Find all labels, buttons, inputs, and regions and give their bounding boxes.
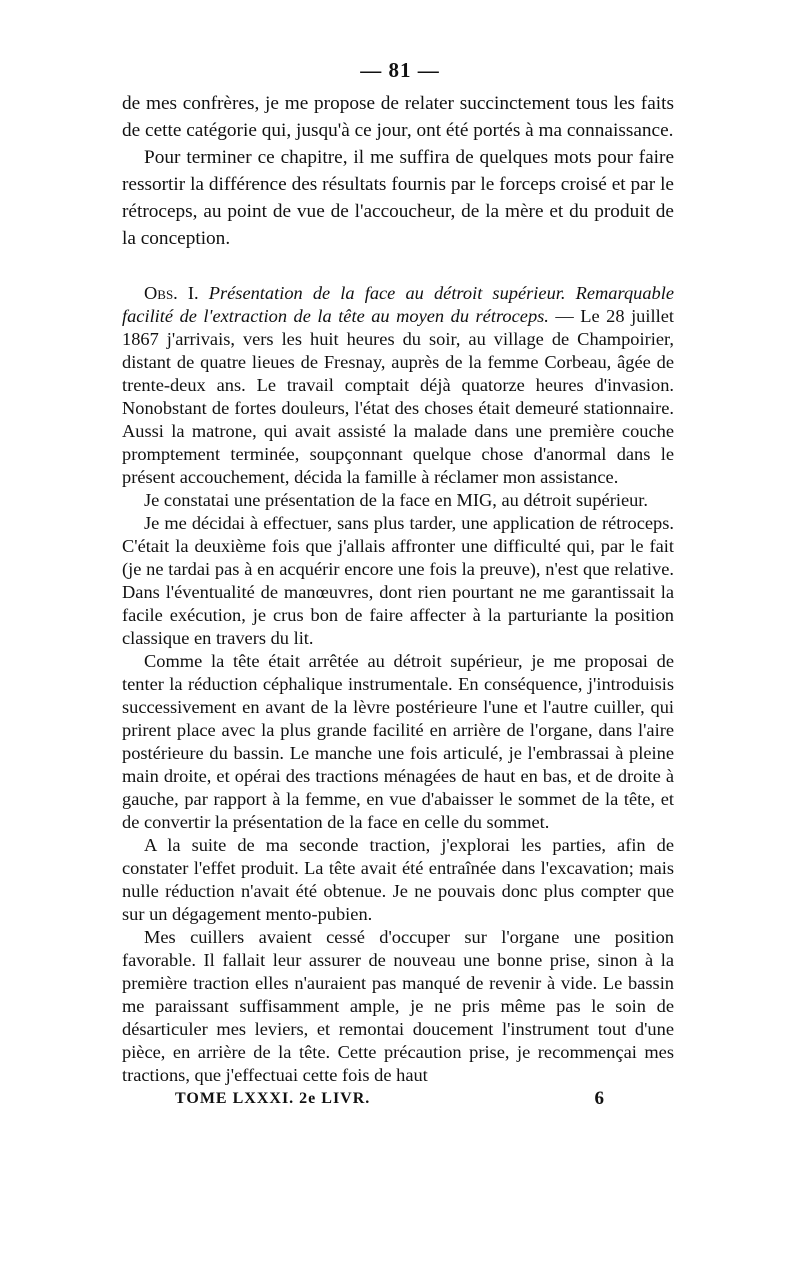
observation-title: Présentation de la face au détroit supérieur. Remarquable facilité de l'extraction de la tête au moyen du rétroceps. — [122, 283, 674, 326]
observation-paragraph-1: — Le 28 juillet 1867 j'arrivais, vers les huit heures du soir, au village de Champoirier, distant de quatre lieues de Fresnay, auprès de la femme Corbeau, âgée de trente-deux ans. Le travail comptait déjà quatorze heures d'invasion. Nonobstant de fortes douleurs, l'état des choses était demeuré stationnaire. Aussi la matrone, qui avait assisté la malade dans une première couche promptement terminée, soupçonnant quelque chose d'anormal dans le présent accouchement, décida la famille à réclamer mon assistance. — [122, 306, 674, 487]
observation-heading — [122, 282, 674, 489]
intro-paragraph-2: Pour terminer ce chapitre, il me suffira de quelques mots pour faire ressortir la différence des résultats fournis par le forceps croisé et par le rétroceps, au point de vue de l'accoucheur, de la mère et du produit de la conception. — [122, 147, 674, 249]
observation-label: Obs. I. — [144, 283, 209, 303]
observation-paragraph-3: Je me décidai à effectuer, sans plus tarder, une application de rétroceps. C'était la deuxième fois que j'allais affronter une difficulté qui, par le fait (je ne tardai pas à en acquérir encore une fois la preuve), n'est que relative. Dans l'éventualité de manœuvres, dont rien pourtant ne me garantissait la facile exécution, je crus bon de faire affecter à la parturiante la position classique en travers du lit. — [122, 513, 674, 648]
signature-mark: 6 — [594, 1088, 605, 1109]
intro-text — [122, 90, 674, 252]
page-number: — 81 — — [360, 58, 440, 82]
observation-paragraph-2: Je constatai une présentation de la face en MIG, au détroit supérieur. — [144, 490, 649, 510]
observation-paragraph-4: Comme la tête était arrêtée au détroit supérieur, je me proposai de tenter la réduction céphalique instrumentale. En conséquence, j'introduisis successivement en avant de la lèvre postérieure l'une et l'autre cuiller, qui prirent place avec la plus grande facilité en arrière de l'organe, dans l'aire postérieure du bassin. Le manche une fois articulé, je l'embrassai à pleine main droite, et opérai des tractions ménagées de haut en bas, et de droite à gauche, par rapport à la femme, en vue d'abaisser le sommet de la tête, et de convertir la présentation de la face en celle du sommet. — [122, 651, 674, 832]
observation-paragraph-5: A la suite de ma seconde traction, j'explorai les parties, afin de constater l'effet produit. La tête avait été entraînée dans l'excavation; mais nulle réduction n'avait été obtenue. Je ne pouvais donc plus compter que sur un dégagement mento-pubien. — [122, 835, 674, 924]
observation-paragraph-6: Mes cuillers avaient cessé d'occuper sur l'organe une position favorable. Il fallait leur assurer de nouveau une bonne prise, sinon à la première traction elles n'auraient pas manqué de revenir à vide. Le bassin me paraissant suffisamment ample, je ne pris même pas le soin de désarticuler mes leviers, et remontai doucement l'instrument tout d'une pièce, en arrière de la tête. Cette précaution prise, je recommençai mes tractions, que j'effectuai cette fois de haut — [122, 927, 674, 1085]
intro-paragraph-1: de mes confrères, je me propose de relater succinctement tous les faits de cette catégorie qui, jusqu'à ce jour, ont été portés à ma connaissance. — [122, 93, 674, 141]
page-footer — [175, 1090, 605, 1108]
volume-label: TOME LXXXI. 2e LIVR. — [175, 1090, 371, 1107]
observation-section — [122, 282, 674, 1087]
